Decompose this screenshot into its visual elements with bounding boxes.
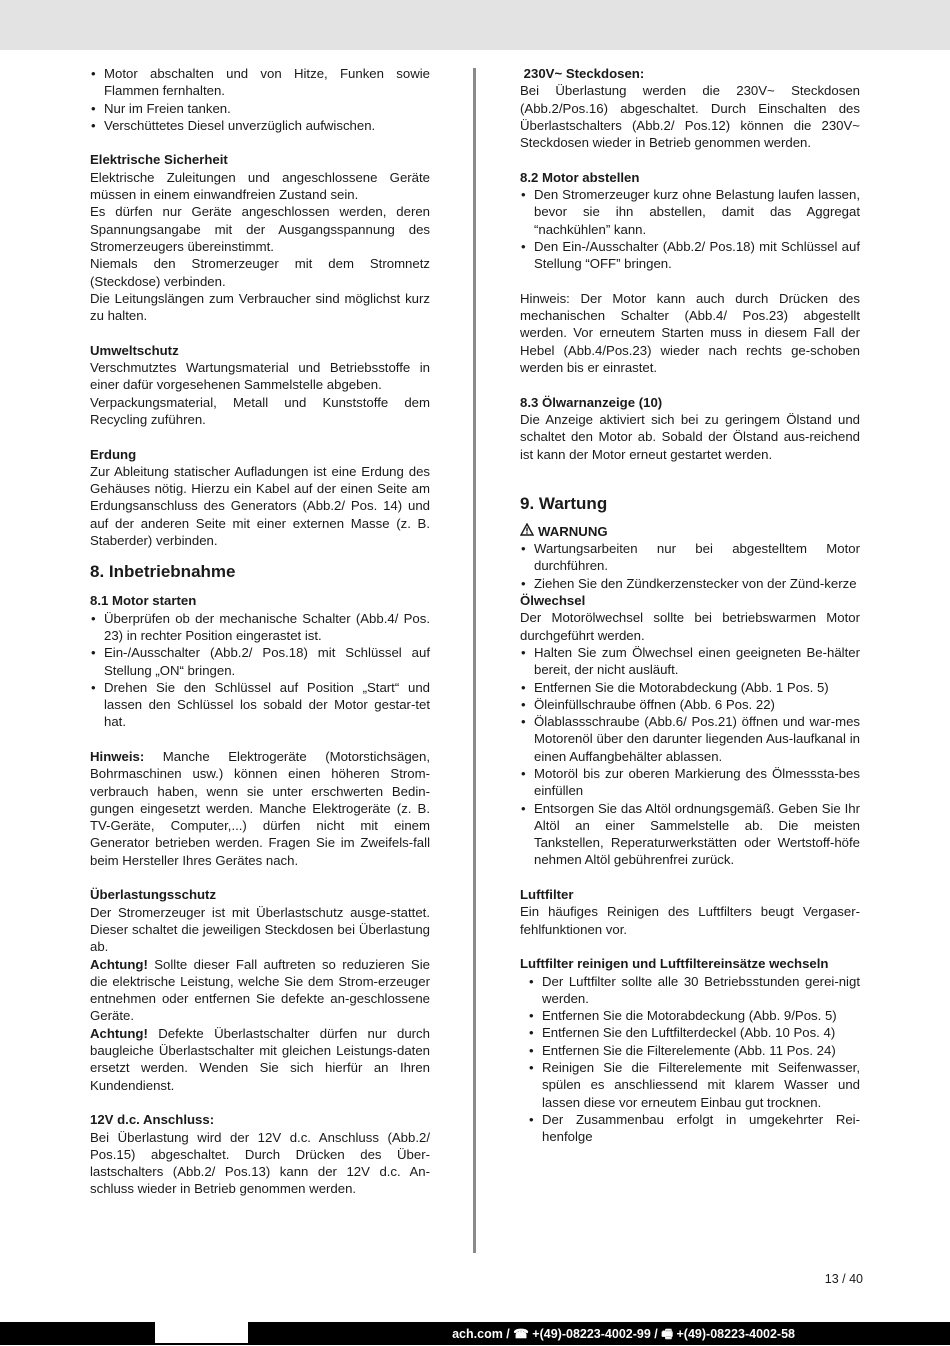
paragraph: Bei Überlastung wird der 12V d.c. Anschluss (Abb.2/ Pos.15) abgeschaltet. Durch Drücken des Über-lastschalters (Abb.2/ Pos.13) kann der 12V d.c. An-schluss wieder in Betrieb genommen werden. bbox=[90, 1129, 430, 1197]
paragraph: Der Stromerzeuger ist mit Überlastschutz ausge-stattet. Dieser schaltet die jeweiligen Steckdosen bei Überlastung ab. bbox=[90, 904, 430, 955]
oil-change-heading: Ölwechsel bbox=[520, 593, 586, 609]
paragraph: Die Anzeige aktiviert sich bei zu geringem Ölstand und schaltet den Motor ab. Sobald der Ölstand aus-reichend ist kann der Motor erneut gestartet werden. bbox=[520, 411, 860, 462]
fax-icon: 🖷 bbox=[661, 1327, 674, 1341]
grounding-heading: Erdung bbox=[90, 446, 137, 462]
list-item: • Ziehen Sie den Zündkerzenstecker von der Zünd-kerze bbox=[520, 575, 860, 592]
list-item: • Der Zusammenbau erfolgt in umgekehrter Rei-henfolge bbox=[520, 1111, 860, 1146]
section-9-heading: 9. Wartung bbox=[520, 493, 608, 513]
paragraph: Es dürfen nur Geräte angeschlossen werden, deren Spannungsangabe mit der Ausgangsspannung des Stromerzeugers übereinstimmt. bbox=[90, 204, 430, 254]
hint-label: Hinweis: bbox=[90, 748, 145, 764]
list-item: • Entfernen Sie die Filterelemente (Abb. 11 Pos. 24) bbox=[520, 1042, 860, 1059]
electrical-safety-heading: Elektrische Sicherheit bbox=[90, 152, 228, 168]
footer-phone: +(49)-08223-4002-99 / bbox=[528, 1327, 662, 1341]
paragraph: Verschmutztes Wartungsmaterial und Betriebsstoffe in einer dafür vorgesehenen Sammelstelle abgeben. bbox=[90, 360, 430, 393]
list-item: • Drehen Sie den Schlüssel auf Position „Start“ und lassen den Schlüssel los sobald der Motor gestar-tet hat. bbox=[90, 679, 430, 731]
list-item: • Motoröl bis zur oberen Markierung des Ölmesssta-bes einfüllen bbox=[520, 765, 860, 800]
list-item: • Den Ein-/Ausschalter (Abb.2/ Pos.18) mit Schlüssel auf Stellung “OFF” bringen. bbox=[520, 238, 860, 273]
paragraph: Verpackungsmaterial, Metall und Kunststoffe dem Recycling zuführen. bbox=[90, 394, 430, 427]
list-item: • Den Stromerzeuger kurz ohne Belastung laufen lassen, bevor sie ihn abstellen, damit das Aggregat “nachkühlen” kann. bbox=[520, 186, 860, 238]
attention-label: Achtung! bbox=[90, 1025, 148, 1041]
list-item: • Der Luftfilter sollte alle 30 Betriebsstunden gerei-nigt werden. bbox=[520, 973, 860, 1008]
list-item: • Öleinfüllschraube öffnen (Abb. 6 Pos. 22) bbox=[520, 696, 860, 713]
paragraph: Elektrische Zuleitungen und angeschlossene Geräte müssen in einem einwandfreien Zustand sein. bbox=[90, 169, 430, 203]
list-item: • Reinigen Sie die Filterelemente mit Seifenwasser, spülen es anschliessend mit klarem Wasser und lassen diese vor erneutem Einbau gut trocknen. bbox=[520, 1059, 860, 1111]
paragraph: Die Leitungslängen zum Verbraucher sind möglichst kurz zu halten. bbox=[90, 290, 430, 324]
oil-warning-heading: 8.3 Ölwarnanzeige (10) bbox=[520, 394, 663, 410]
page-number: 13 / 40 bbox=[824, 1272, 863, 1286]
dc-connection-heading: 12V d.c. Anschluss: bbox=[90, 1112, 215, 1128]
footer-contact bbox=[452, 1325, 795, 1346]
ac-sockets-heading: 230V~ Steckdosen: bbox=[520, 66, 645, 81]
motor-start-list bbox=[90, 610, 430, 731]
footer-fax: +(49)-08223-4002-58 bbox=[673, 1327, 795, 1341]
environment-heading: Umweltschutz bbox=[90, 342, 179, 358]
paragraph: Zur Ableitung statischer Aufladungen ist eine Erdung des Gehäuses nötig. Hierzu ein Kabel auf der einen Seite am Erdungsanschluss des Generators (Abb.2/ Pos. 14) und auf der anderen Seite mit einer externen Masse (z. B. Staberder) verbinden. bbox=[90, 463, 430, 549]
safety-bullet-list bbox=[90, 65, 430, 134]
oil-change-list bbox=[520, 644, 860, 869]
list-item: • Verschüttetes Diesel unverzüglich aufwischen. bbox=[90, 117, 430, 134]
phone-icon: ☎ bbox=[513, 1327, 529, 1341]
list-item: • Entsorgen Sie das Altöl ordnungsgemäß. Geben Sie Ihr Altöl an einer Sammelstelle ab. Die meisten Tankstellen, Reperaturwerkstätten oder Wertstoff-höfe nehmen Altöl gebührenfrei zurück. bbox=[520, 800, 860, 869]
right-column bbox=[520, 65, 860, 1146]
hint-paragraph: Hinweis: Der Motor kann auch durch Drücken des mechanischen Schalter (Abb.4/ Pos.23) abgestellt werden. Vor erneutem Starten muss in diesem Fall der Hebel (Abb.4/Pos.23) wieder nach rechts ge-schoben werden bis er einrastet. bbox=[520, 290, 860, 376]
paragraph: Niemals den Stromerzeuger mit dem Stromnetz (Steckdose) verbinden. bbox=[90, 256, 430, 289]
paragraph: Ein häufiges Reinigen des Luftfilters beugt Vergaser-fehlfunktionen vor. bbox=[520, 904, 860, 937]
hint-paragraph bbox=[90, 748, 430, 869]
column-divider bbox=[473, 68, 476, 1253]
warning-heading bbox=[520, 523, 860, 540]
motor-stop-list bbox=[520, 186, 860, 272]
air-filter-heading: Luftfilter bbox=[520, 887, 574, 903]
list-item: • Motor abschalten und von Hitze, Funken sowie Flammen fernhalten. bbox=[90, 65, 430, 100]
list-item: • Entfernen Sie die Motorabdeckung (Abb. 9/Pos. 5) bbox=[520, 1007, 860, 1024]
warning-paragraph bbox=[90, 956, 430, 1025]
hint-text: Manche Elektrogeräte (Motorstichsägen, Bohrmaschinen usw.) können einen höheren Strom-verbrauch haben, wenn sie unter erschwerten Bedin-gungen eingesetzt werden. Manche Elektrogeräte (z. B. TV-Geräte, Computer,...) dürfen nicht mit einem Generator betrieben werden. Fragen Sie im Zweifels-fall beim Hersteller Ihres Gerätes nach. bbox=[90, 748, 430, 868]
attention-text: Defekte Überlastschalter dürfen nur durch baugleiche Überlastschalter mit gleichen Leistungs-daten ersetzt werden. Wenden Sie sich hierfür an Ihren Kundendienst. bbox=[90, 1025, 430, 1093]
attention-text: Sollte dieser Fall auftreten so reduzieren Sie die elektrische Leistung, welche Sie dem Strom-erzeuger entnehmen oder entfernen Sie defekte an-geschlossene Geräte. bbox=[90, 956, 430, 1024]
warning-label: WARNUNG bbox=[538, 523, 608, 539]
paragraph: Bei Überlastung werden die 230V~ Steckdosen (Abb.2/Pos.16) abgeschaltet. Durch Einschalten des Überlastschalters (Abb.2/ Pos.12) können die 230V~ Steckdosen wieder in Betrieb genommen werden. bbox=[520, 83, 860, 151]
air-filter-cleaning-heading: Luftfilter reinigen und Luftfiltereinsätze wechseln bbox=[520, 956, 829, 972]
header-band bbox=[0, 0, 950, 50]
paragraph: Der Motorölwechsel sollte bei betriebswarmen Motor durchgeführt werden. bbox=[520, 610, 860, 643]
list-item: • Überprüfen ob der mechanische Schalter (Abb.4/ Pos. 23) in rechter Position eingerastet ist. bbox=[90, 610, 430, 645]
footer-logo-area bbox=[155, 1322, 248, 1343]
list-item: • Entfernen Sie die Motorabdeckung (Abb. 1 Pos. 5) bbox=[520, 679, 860, 696]
list-item: • Ölablassschraube (Abb.6/ Pos.21) öffnen und war-mes Motorenöl über den darunter liegenden Aus-laufkanal in einen Auffangbehälter ablassen. bbox=[520, 713, 860, 765]
air-filter-list bbox=[520, 973, 860, 1146]
list-item: • Entfernen Sie den Luftfilterdeckel (Abb. 10 Pos. 4) bbox=[520, 1024, 860, 1041]
motor-start-heading: 8.1 Motor starten bbox=[90, 593, 197, 609]
left-column bbox=[90, 65, 430, 1198]
list-item: • Halten Sie zum Ölwechsel einen geeigneten Be-hälter bereit, der nicht ausläuft. bbox=[520, 644, 860, 679]
warning-triangle-icon bbox=[520, 523, 534, 540]
list-item: • Ein-/Ausschalter (Abb.2/ Pos.18) mit Schlüssel auf Stellung „ON“ bringen. bbox=[90, 644, 430, 679]
warning-list bbox=[520, 540, 860, 592]
overload-protection-heading: Überlastungsschutz bbox=[90, 887, 217, 903]
attention-label: Achtung! bbox=[90, 956, 148, 972]
list-item: • Nur im Freien tanken. bbox=[90, 100, 430, 117]
list-item: • Wartungsarbeiten nur bei abgestelltem Motor durchführen. bbox=[520, 540, 860, 575]
warning-paragraph bbox=[90, 1025, 430, 1094]
section-8-heading: 8. Inbetriebnahme bbox=[90, 562, 236, 582]
motor-stop-heading: 8.2 Motor abstellen bbox=[520, 169, 640, 185]
footer-website: ach.com / bbox=[452, 1327, 514, 1341]
